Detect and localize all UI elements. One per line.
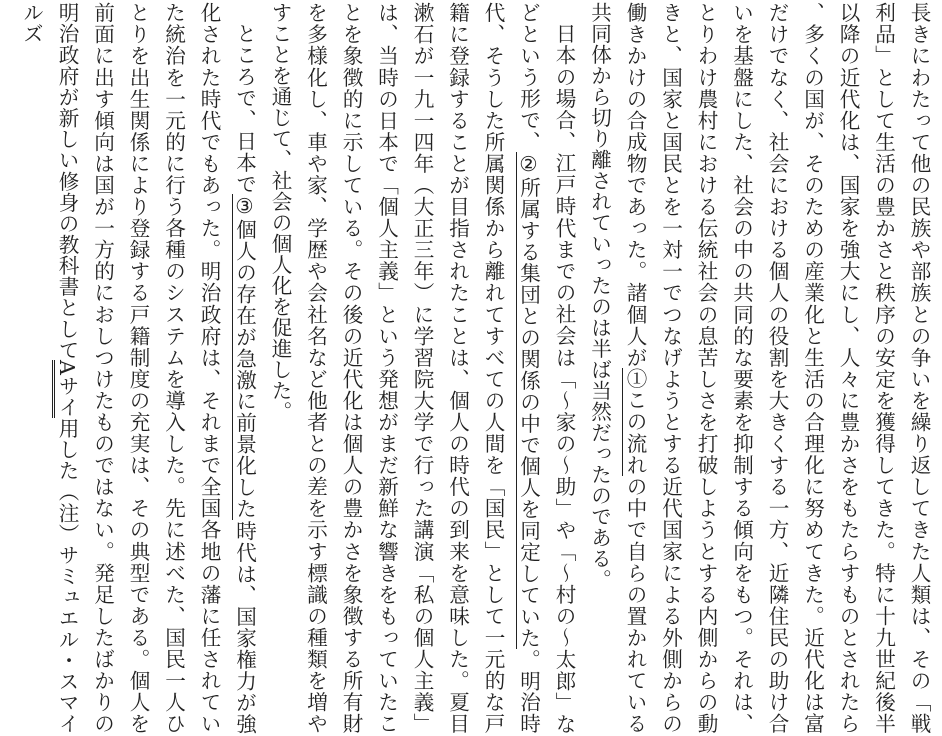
paragraph-2-text-cont: 。明治時代、そうした所属関係から離れてすべての人間を「国民」として一元的な戸籍に登録することが目指されたことは、個人の時代の到来を意味した。夏目漱石が一九一四年（大正三年）に学習院大学で行った講演「私の個人主義」は、当時の日本で「個人主義」という発想がまだ新鮮な響きをもっていたことを象徴的に示している。その後の近代化は個人の豊かさを象徴する所有財を多様化し、車や家、学歴や会社名など他者との差を示す標識の種類を増やすことを通じて、社会の個人化を促進した。 [268, 2, 541, 735]
underlined-phrase-3: ③個人の存在が急激に前景化した [232, 194, 257, 520]
paragraph-1 [581, 2, 936, 734]
paragraph-3-text-end: 用した（注）サミュエル・スマイルズ [19, 2, 79, 734]
paragraph-3-text-cont: 時代は、国家権力が強化された時代でもあった。明治政府は、それまで全国各地の藩に任されていた統治を一元的に行う各種のシステムを導入した。先に述べた、国民一人ひとりを出生関係により登録する戸籍制度の充実は、その典型である。個人を前面に出す傾向は国が一方的におしつけたものではない。発足したばかりの明治政府が新しい修身の教科書として [55, 2, 257, 734]
vertical-text-block [13, 2, 936, 734]
paragraph-2 [262, 2, 582, 734]
double-underlined-kana-A: Aサイ [52, 360, 79, 418]
paragraph-2-text: 日本の場合、江戸時代までの社会は「〜家の〜助」や「〜村の〜太郎」などという形で、 [516, 2, 576, 734]
paragraph-3 [13, 2, 262, 734]
underlined-phrase-1: ①この流れ [623, 368, 647, 477]
paragraph-1-text-cont: の中で自らの置かれている共同体から切り離されていったのは半ば当然だったのである。 [587, 2, 647, 735]
paragraph-3-text: ところで、日本で [232, 22, 257, 195]
underlined-phrase-2: ②所属する集団との関係の中で個人を同定していた [516, 152, 541, 649]
paragraph-1-text: 長きにわたって他の民族や部族との争いを繰り返してきた人類は、その「戦利品」として生活の豊かさと秩序の安定を獲得してきた。特に十九世紀後半以降の近代化は、国家を強大にし、人々に豊かさをもたらすものとされたら、多くの国が、そのための産業化と生活の合理化に努めてきた。近代化は富だけでなく、社会における個人の役割を大きくする一方、近隣住民の助け合いを基盤にした、社会の中の共同的な要素を抑制する傾向をもつ。それは、とりわけ農村における伝統社会の息苦しさを打破しようとする内側からの動きと、国家と国民とを一対一でつなげようとする近代国家による外側からの働きかけの合成物であった。諸個人が [623, 2, 931, 734]
